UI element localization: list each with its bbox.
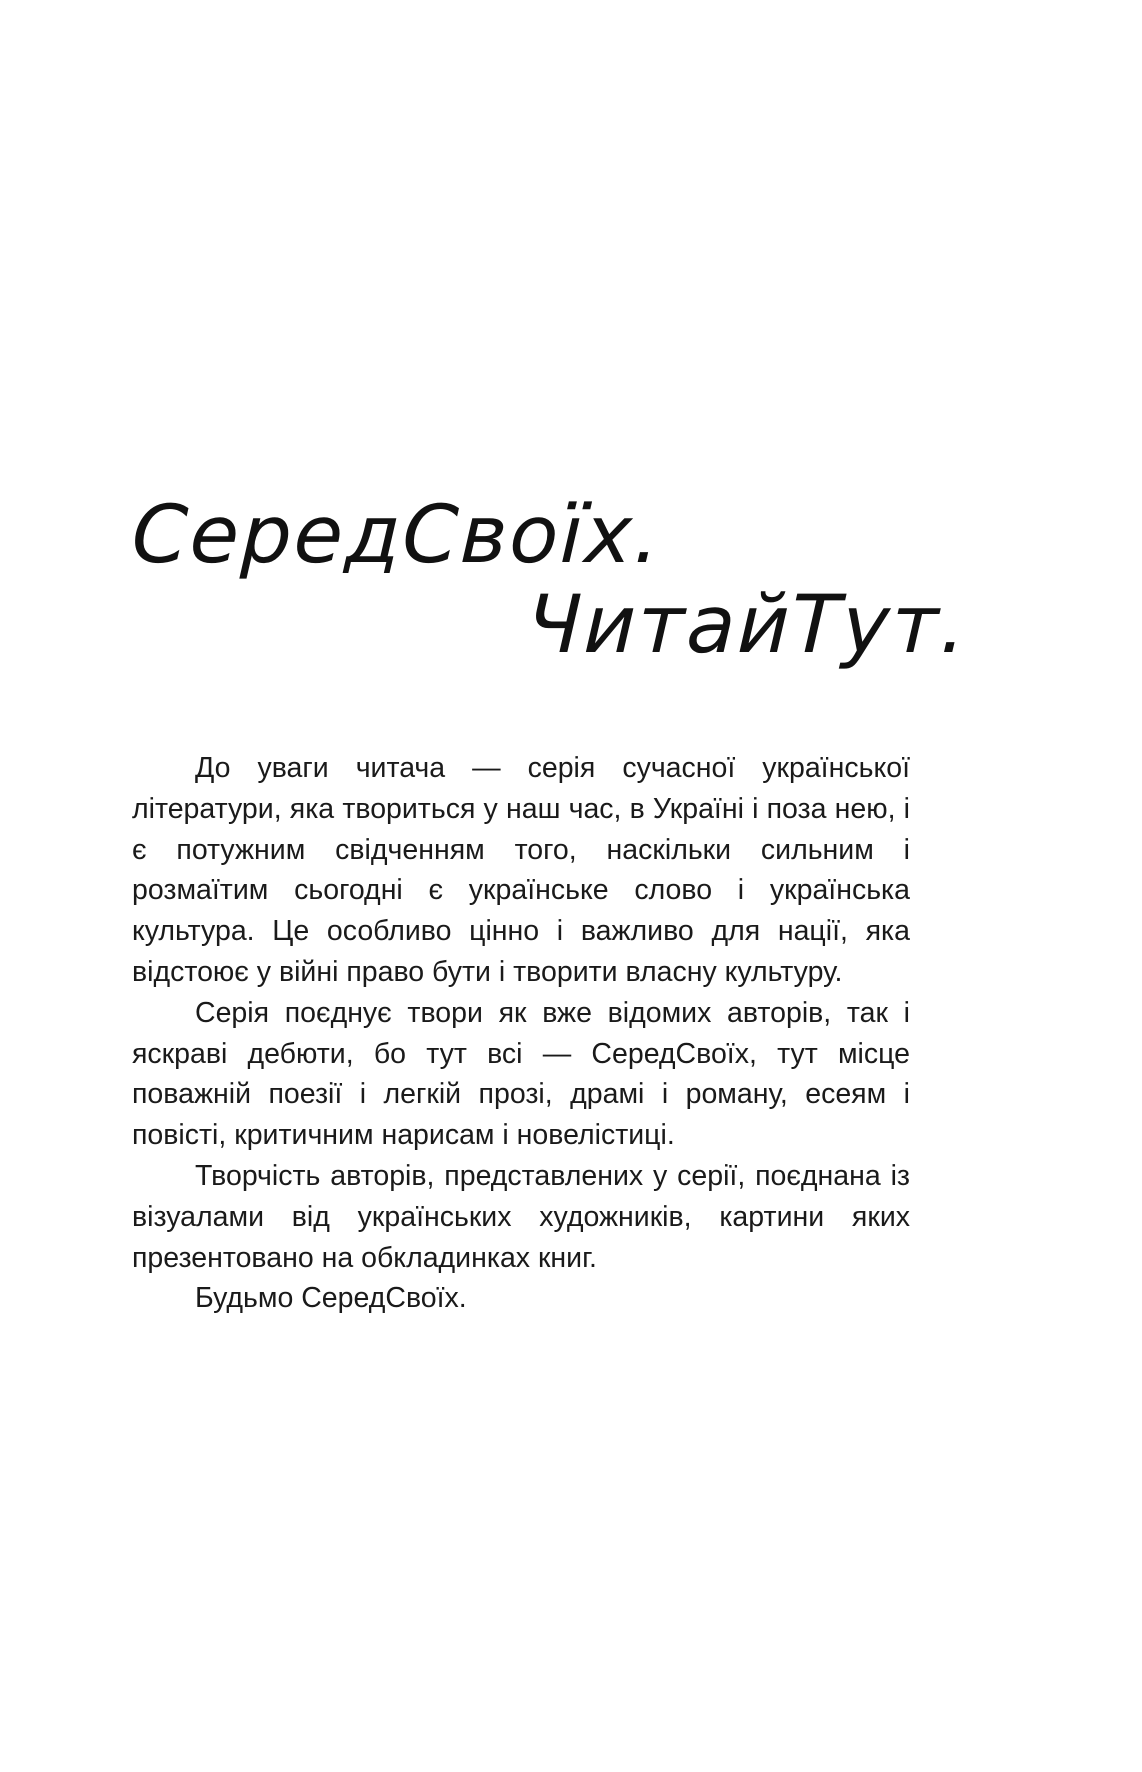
slogan-line-1: СередСвоїх.	[130, 488, 663, 581]
series-description	[132, 748, 910, 1319]
paragraph-visuals: Творчість авторів, представлених у серії, поєднана із візуалами від українських художників, картини яких презентовано на обкладинках книг.	[132, 1159, 910, 1274]
paragraph-intro: До уваги читача — серія сучасної української літератури, яка твориться у наш час, в Україні і поза нею, і є потужним свідченням того, наскільки сильним і розмаїтим сьогодні є українське слово і українська культура. Це особливо цінно і важливо для нації, яка відстоює у війні право бути і творити власну культуру.	[132, 752, 910, 988]
paragraph-series-scope: Серія поєднує твори як вже відомих авторів, так і яскраві дебюти, бо тут всі — СередСвоїх, тут місце поважній поезії і легкій прозі, драмі і роману, есеям і повісті, критичним нарисам і новелістиці.	[132, 996, 910, 1152]
paragraph-closing: Будьмо СередСвоїх.	[195, 1282, 467, 1315]
slogan-line-2: ЧитайТут.	[525, 578, 970, 671]
